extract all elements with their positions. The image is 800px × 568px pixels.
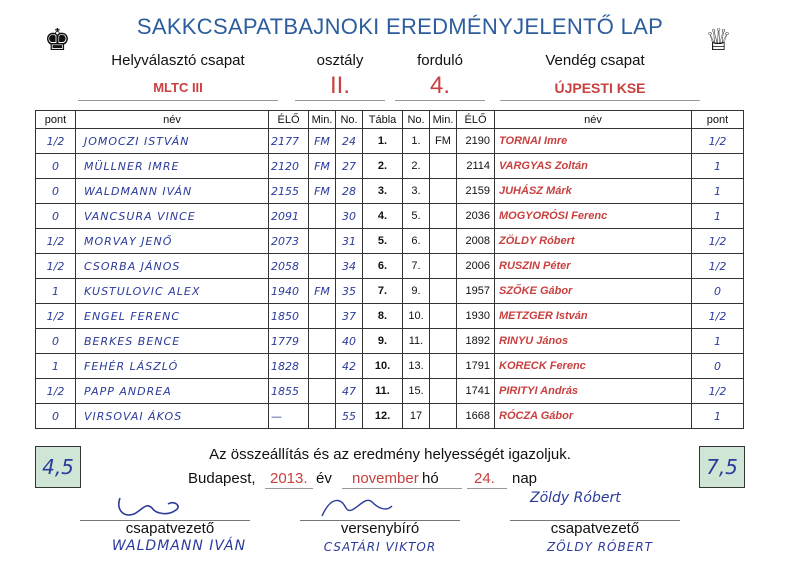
col-header-pont: pont [36,111,76,129]
away-player-title [430,354,457,379]
away-captain-label: csapatvezető [550,520,640,537]
away-player-name: TORNAI Imre [495,129,692,154]
home-player-name: VANCSURA VINCE [76,204,269,229]
away-player-title: FM [430,129,457,154]
col-header-v-nev: név [495,111,692,129]
away-player-elo: 1930 [457,304,495,329]
home-player-number: 42 [336,354,363,379]
home-score: 1/2 [36,254,76,279]
home-player-title: FM [309,154,336,179]
away-player-number: 6. [403,229,430,254]
home-player-elo: 2073 [269,229,309,254]
home-team-name: MLTC III [153,80,203,95]
home-player-name: FEHÉR LÁSZLÓ [76,354,269,379]
results-table [35,110,744,429]
class-label: osztály [316,52,364,69]
home-score: 0 [36,404,76,429]
home-team-label: Helyválasztó csapat [111,52,245,69]
home-total-box [35,446,81,488]
home-player-name: MÜLLNER IMRE [76,154,269,179]
home-player-name: ENGEL FERENC [76,304,269,329]
away-player-elo: 2159 [457,179,495,204]
away-player-name: ZÖLDY Róbert [495,229,692,254]
away-score: 1/2 [692,379,744,404]
col-header-elo: ÉLŐ [269,111,309,129]
col-header-v-pont: pont [692,111,744,129]
away-player-title [430,254,457,279]
home-player-number: 37 [336,304,363,329]
home-player-title [309,204,336,229]
home-player-elo: 2120 [269,154,309,179]
home-player-elo: 1940 [269,279,309,304]
away-score: 1/2 [692,254,744,279]
away-score: 0 [692,354,744,379]
home-player-name: KUSTULOVIC ALEX [76,279,269,304]
away-score: 1 [692,179,744,204]
home-player-elo: 1828 [269,354,309,379]
class-underline [295,100,385,101]
home-player-elo: 1850 [269,304,309,329]
board-number: 5. [363,229,403,254]
away-player-name: MOGYORÓSI Ferenc [495,204,692,229]
away-player-number: 13. [403,354,430,379]
month-label: hó [422,470,439,487]
away-player-name: KORECK Ferenc [495,354,692,379]
away-player-number: 10. [403,304,430,329]
home-player-title [309,254,336,279]
home-score: 0 [36,154,76,179]
home-player-title: FM [309,279,336,304]
home-player-title [309,329,336,354]
table-row [36,254,744,279]
away-total-box [699,446,745,488]
away-player-name: METZGER István [495,304,692,329]
confirmation-statement: Az összeállítás és az eredmény helyességét igazoljuk. [209,446,571,463]
home-player-name: MORVAY JENŐ [76,229,269,254]
away-player-number: 2. [403,154,430,179]
home-player-title [309,404,336,429]
away-player-name: VARGYAS Zoltán [495,154,692,179]
away-player-title [430,154,457,179]
date-month: november [352,470,419,487]
away-score: 1 [692,204,744,229]
year-label: év [316,470,332,487]
board-number: 9. [363,329,403,354]
col-header-v-elo: ÉLŐ [457,111,495,129]
col-header-no: No. [336,111,363,129]
table-row [36,204,744,229]
away-player-title [430,229,457,254]
home-player-title [309,379,336,404]
home-player-elo: — [269,404,309,429]
home-team-underline [78,100,278,101]
away-player-elo: 2190 [457,129,495,154]
home-player-number: 34 [336,254,363,279]
away-player-elo: 2006 [457,254,495,279]
board-number: 6. [363,254,403,279]
home-score: 1/2 [36,379,76,404]
board-number: 11. [363,379,403,404]
board-number: 7. [363,279,403,304]
day-underline [467,488,507,489]
col-header-nev: név [76,111,269,129]
col-header-tabla: Tábla [363,111,403,129]
away-player-number: 15. [403,379,430,404]
away-total: 7,5 [706,455,738,479]
year-underline [265,488,313,489]
home-score: 1/2 [36,229,76,254]
home-player-name: BERKES BENCE [76,329,269,354]
table-row [36,329,744,354]
away-captain-name: ZÖLDY RÓBERT [546,540,653,554]
home-player-number: 55 [336,404,363,429]
home-player-name: CSORBA JÁNOS [76,254,269,279]
home-player-number: 30 [336,204,363,229]
table-row [36,229,744,254]
table-row [36,379,744,404]
home-player-elo: 2155 [269,179,309,204]
away-player-elo: 1791 [457,354,495,379]
away-captain-signature: Zöldy Róbert [530,490,621,506]
home-total: 4,5 [42,455,74,479]
away-score: 0 [692,279,744,304]
board-number: 4. [363,204,403,229]
home-captain-name: WALDMANN IVÁN [111,538,247,554]
board-number: 8. [363,304,403,329]
col-header-min: Min. [309,111,336,129]
home-player-number: 24 [336,129,363,154]
home-score: 0 [36,179,76,204]
away-score: 1 [692,154,744,179]
home-player-number: 40 [336,329,363,354]
away-player-title [430,379,457,404]
home-player-elo: 1855 [269,379,309,404]
home-player-title [309,304,336,329]
away-player-name: JUHÁSZ Márk [495,179,692,204]
referee-name: CSATÁRI VIKTOR [323,540,437,554]
referee-label: versenybíró [340,520,420,537]
table-row [36,129,744,154]
home-player-elo: 1779 [269,329,309,354]
away-player-title [430,404,457,429]
away-player-name: RÓCZA Gábor [495,404,692,429]
away-player-name: PIRITYI András [495,379,692,404]
table-row [36,279,744,304]
table-row [36,154,744,179]
away-player-elo: 2008 [457,229,495,254]
page-title: SAKKCSAPATBAJNOKI EREDMÉNYJELENTŐ LAP [136,14,664,39]
away-player-elo: 1741 [457,379,495,404]
board-number: 10. [363,354,403,379]
away-player-number: 11. [403,329,430,354]
away-score: 1/2 [692,229,744,254]
home-player-elo: 2058 [269,254,309,279]
round-label: forduló [417,52,463,69]
home-player-number: 35 [336,279,363,304]
board-number: 1. [363,129,403,154]
home-score: 1/2 [36,129,76,154]
home-player-number: 28 [336,179,363,204]
home-score: 1 [36,279,76,304]
home-score: 0 [36,329,76,354]
away-player-elo: 2114 [457,154,495,179]
away-score: 1/2 [692,129,744,154]
home-player-title: FM [309,129,336,154]
home-player-number: 47 [336,379,363,404]
day-label: nap [512,470,538,487]
home-score: 0 [36,204,76,229]
away-player-number: 1. [403,129,430,154]
home-player-number: 31 [336,229,363,254]
away-player-name: RINYU János [495,329,692,354]
away-player-title [430,304,457,329]
date-day: 24. [474,470,495,487]
date-year: 2013. [270,470,308,487]
away-player-number: 5. [403,204,430,229]
home-captain-signature [112,488,192,522]
table-header-row [36,111,744,129]
table-row [36,179,744,204]
home-player-title [309,354,336,379]
col-header-v-no: No. [403,111,430,129]
home-player-name: PAPP ANDREA [76,379,269,404]
away-player-name: RUSZIN Péter [495,254,692,279]
home-score: 1/2 [36,304,76,329]
col-header-v-min: Min. [430,111,457,129]
away-player-elo: 1892 [457,329,495,354]
home-player-title: FM [309,179,336,204]
home-captain-label: csapatvezető [125,520,215,537]
away-player-title [430,179,457,204]
black-king-icon: ♚ [44,23,71,58]
table-row [36,354,744,379]
away-player-number: 3. [403,179,430,204]
board-number: 12. [363,404,403,429]
away-team-name: ÚJPESTI KSE [554,80,646,96]
away-player-elo: 1957 [457,279,495,304]
class-value: II. [329,72,350,99]
away-player-title [430,204,457,229]
away-score: 1 [692,404,744,429]
home-player-title [309,229,336,254]
away-player-elo: 2036 [457,204,495,229]
away-team-underline [500,100,700,101]
home-player-elo: 2177 [269,129,309,154]
board-number: 3. [363,179,403,204]
away-score: 1/2 [692,304,744,329]
away-player-title [430,279,457,304]
away-player-number: 9. [403,279,430,304]
home-player-number: 27 [336,154,363,179]
away-team-label: Vendég csapat [545,52,645,69]
table-row [36,404,744,429]
white-queen-icon: ♕ [705,23,732,58]
away-score: 1 [692,329,744,354]
home-player-elo: 2091 [269,204,309,229]
away-player-name: SZŐKE Gábor [495,279,692,304]
referee-signature [316,488,396,522]
round-underline [395,100,485,101]
away-player-title [430,329,457,354]
board-number: 2. [363,154,403,179]
home-player-name: WALDMANN IVÁN [76,179,269,204]
home-player-name: JOMOCZI ISTVÁN [76,129,269,154]
home-score: 1 [36,354,76,379]
home-player-name: VIRSOVAI ÁKOS [76,404,269,429]
round-value: 4. [429,72,450,99]
away-player-number: 7. [403,254,430,279]
away-player-elo: 1668 [457,404,495,429]
away-player-number: 17 [403,404,430,429]
date-city: Budapest, [188,470,256,487]
table-row [36,304,744,329]
